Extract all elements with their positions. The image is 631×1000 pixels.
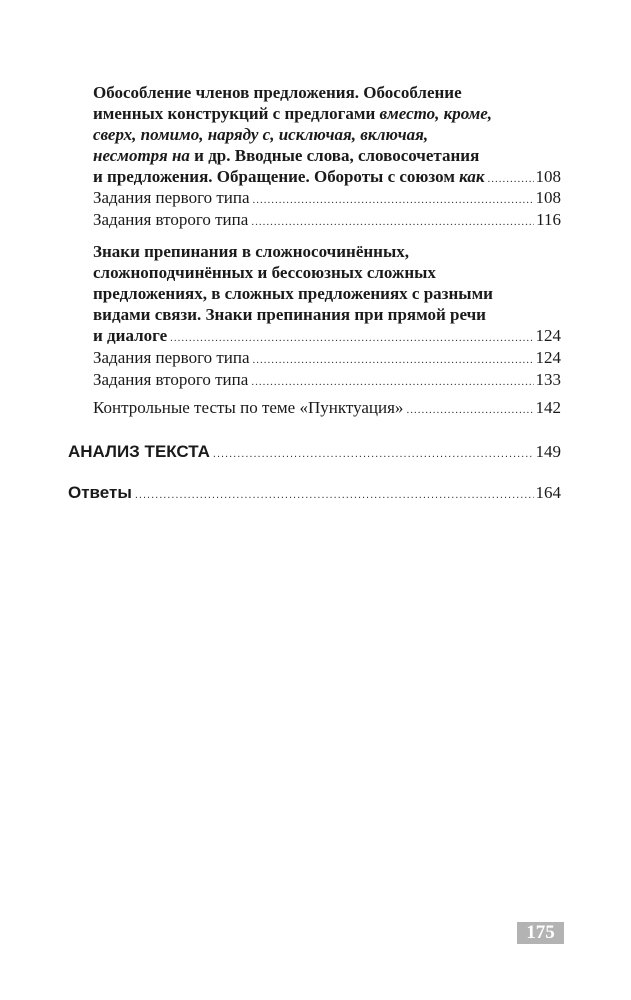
toc-section-text-analysis[interactable] [68, 441, 561, 465]
toc-text: и предложения. Обращение. Обороты с союзом [93, 167, 460, 186]
toc-line [93, 82, 561, 103]
toc-text: Задания первого типа [93, 348, 250, 367]
page-number: 124 [535, 348, 561, 367]
toc-text: именных конструкций с предлогами [93, 104, 380, 123]
toc-line-last [93, 347, 561, 371]
toc-text: Обособление членов предложения. Обособление [93, 83, 462, 102]
toc-text-italic: несмотря на [93, 146, 190, 165]
toc-line [93, 103, 561, 124]
dot-leader [135, 485, 534, 506]
dot-leader [253, 190, 534, 211]
page-number: 124 [535, 326, 561, 345]
page-number: 164 [535, 483, 561, 502]
toc-text-italic: сверх, помимо, наряду с, исключая, включая, [93, 125, 429, 144]
toc-line-last [93, 325, 561, 349]
toc-text-italic: как [459, 167, 485, 186]
toc-subentry-first-type[interactable] [93, 187, 561, 211]
toc-text [93, 166, 484, 187]
toc-line-last [93, 209, 561, 233]
toc-line-last [93, 397, 561, 421]
page-number: 142 [535, 398, 561, 417]
toc-line: Знаки препинания в сложносочинённых, [93, 242, 409, 261]
toc-subentry-first-type-2[interactable] [93, 347, 561, 371]
toc-text: Задания второго типа [93, 370, 249, 389]
toc-section-answers[interactable] [68, 482, 561, 506]
toc-line [93, 145, 561, 166]
toc-subentry-second-type[interactable] [93, 209, 561, 233]
toc-line: предложениях, в сложных предложениях с разными [93, 284, 493, 303]
toc-entry-isolation[interactable] [93, 82, 561, 190]
page-number-badge: 175 [517, 922, 564, 944]
toc-subentry-second-type-2[interactable] [93, 369, 561, 393]
toc-text: АНАЛИЗ ТЕКСТА [68, 442, 210, 461]
toc-text: Задания первого типа [93, 188, 250, 207]
page-number: 108 [535, 188, 561, 207]
toc-text: и др. Вводные слова, словосочетания [189, 146, 480, 165]
toc-text-italic: вместо, кроме, [379, 104, 493, 123]
toc-line [93, 124, 561, 145]
toc-entry-control-tests[interactable] [93, 397, 561, 421]
toc-entry-punctuation-complex[interactable] [93, 241, 561, 349]
page-number: 116 [536, 210, 561, 229]
dot-leader [251, 212, 534, 233]
toc-text: Ответы [68, 483, 132, 502]
toc-text: Задания второго типа [93, 210, 249, 229]
toc-line-last [93, 369, 561, 393]
toc-line-last [93, 187, 561, 211]
page-number: 108 [535, 167, 561, 186]
dot-leader [253, 350, 534, 371]
dot-leader [170, 328, 533, 349]
toc-line: видами связи. Знаки препинания при прямой речи [93, 305, 486, 324]
toc-text: и диалоге [93, 326, 168, 345]
dot-leader [213, 444, 534, 465]
toc-text: Контрольные тесты по теме «Пунктуация» [93, 398, 404, 417]
dot-leader [406, 400, 533, 421]
dot-leader [251, 372, 533, 393]
toc-line: сложноподчинённых и бессоюзных сложных [93, 263, 436, 282]
page-number: 149 [535, 442, 561, 461]
page-number: 133 [535, 370, 561, 389]
